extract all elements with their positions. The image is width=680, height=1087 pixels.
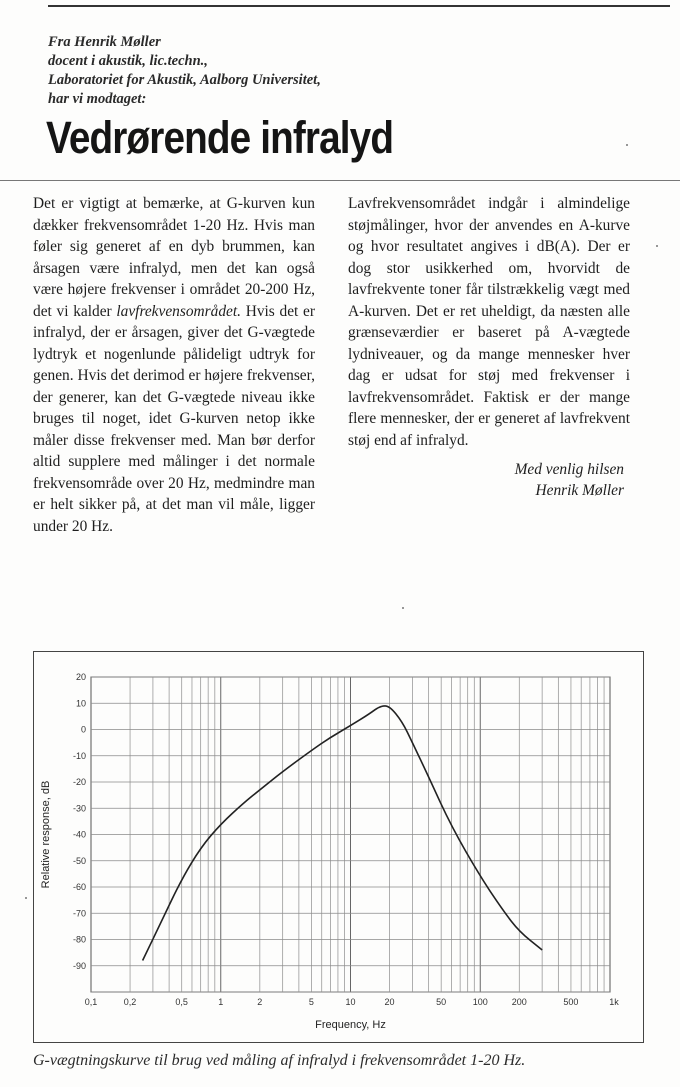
left-column-paragraph xyxy=(33,193,315,537)
intro-line: Laboratoriet for Akustik, Aalborg Universitet, xyxy=(48,72,321,88)
x-tick-label: 100 xyxy=(472,997,488,1007)
y-tick-label: -40 xyxy=(72,829,86,840)
scan-speck xyxy=(626,144,628,146)
y-tick-label: -90 xyxy=(72,960,86,971)
y-tick-label: -30 xyxy=(72,803,86,814)
signature-name: Henrik Møller xyxy=(535,482,624,499)
y-tick-label: -50 xyxy=(72,855,86,866)
x-tick-label: 5 xyxy=(308,997,314,1007)
y-tick-label: -20 xyxy=(72,777,86,787)
scan-speck xyxy=(25,897,27,899)
signature-greeting: Med venlig hilsen xyxy=(514,461,624,478)
intro-line: docent i akustik, lic.techn., xyxy=(48,53,208,69)
y-tick-label: 10 xyxy=(75,698,86,709)
intro-attribution xyxy=(48,33,448,109)
headline-rule xyxy=(0,180,680,181)
x-tick-label: 0,5 xyxy=(175,997,188,1007)
x-tick-label: 10 xyxy=(345,997,356,1007)
x-tick-label: 50 xyxy=(436,997,447,1007)
y-axis-label: Relative response, dB xyxy=(40,780,52,889)
g-weighting-curve xyxy=(143,706,543,961)
chart-frame xyxy=(33,651,644,1043)
x-tick-label: 200 xyxy=(511,997,527,1007)
g-weighting-chart xyxy=(34,652,645,1044)
x-tick-label: 0,1 xyxy=(84,997,98,1007)
headline: Vedrørende infralyd xyxy=(46,112,394,163)
x-tick-label: 1k xyxy=(609,997,619,1007)
intro-line: Fra Henrik Møller xyxy=(48,34,161,50)
left-column xyxy=(33,193,315,537)
right-column-paragraph: Lavfrekvensområdet indgår i almindelige støjmålinger, hvor der anvendes en A-kurve og hvor resultatet angives i dB(A). Der er dog stor usikkerhed om, hvorvidt de lavfrekvente toner får tilstrækkelig vægt med A-kurven. Det er ret uheldigt, da næsten alle grænseværdier er baseret på A-vægtede lydniveauer, og da mange mennesker hver dag er udsat for støj med frekvenser i lavfrekvensområdet. Faktisk er der mange flere mennesker, der er generet af lavfrekvent støj end af infralyd. xyxy=(348,195,630,449)
y-tick-label: -10 xyxy=(72,750,86,761)
y-tick-label: 20 xyxy=(75,672,86,682)
y-tick-label: -70 xyxy=(72,908,86,919)
x-tick-label: 500 xyxy=(563,997,579,1007)
x-axis-label: Frequency, Hz xyxy=(315,1019,386,1031)
x-tick-label: 2 xyxy=(257,997,263,1007)
x-tick-label: 20 xyxy=(384,997,395,1007)
right-column xyxy=(348,193,630,501)
left-text-part1: Det er vigtigt at bemærke, at G-kurven kun dækker frekvensområdet 1-20 Hz. Hvis man føler sig generet af en dyb brummen, kan årsagen være infralyd, men det kan også være højere frekvenser i området 20-200 Hz, det vi kalder xyxy=(33,195,315,320)
x-tick-label: 0,2 xyxy=(123,997,137,1007)
left-text-emphasis: lavfrekvensområdet. xyxy=(116,302,242,320)
y-tick-label: -80 xyxy=(72,934,86,945)
y-tick-label: -60 xyxy=(72,882,86,892)
scan-speck xyxy=(402,607,404,609)
scan-speck xyxy=(656,245,658,247)
figure-caption: G-vægtningskurve til brug ved måling af infralyd i frekvensområdet 1-20 Hz. xyxy=(33,1052,526,1069)
x-tick-label: 1 xyxy=(218,997,224,1007)
left-text-part2: Hvis det er infralyd, der er årsagen, giver det G-vægtede lydtryk et nogenlunde pålideligt udtryk for genen. Hvis det derimod er højere frekvenser, der generer, kan det G-vægtede niveau ikke bruges til noget, idet G-kurven netop ikke måler disse frekvenser med. Man bør derfor altid supplere med målinger i det normale frekvensområde over 20 Hz, medmindre man er helt sikker på, at det man vil måle, ligger under 20 Hz. xyxy=(33,302,315,535)
top-rule xyxy=(48,5,670,7)
intro-line: har vi modtaget: xyxy=(48,91,147,107)
signature xyxy=(348,459,630,501)
y-tick-label: 0 xyxy=(80,724,86,735)
